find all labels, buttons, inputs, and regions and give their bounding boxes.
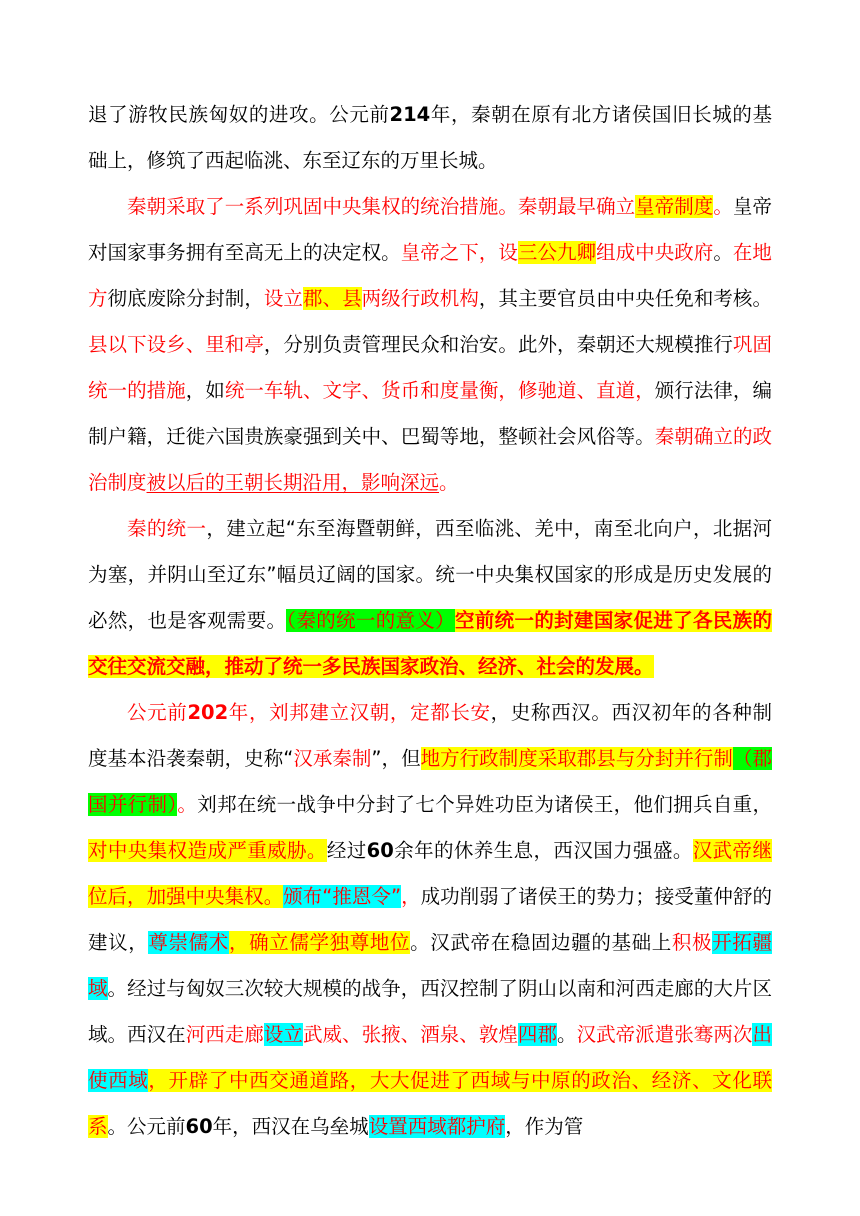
text-segment: 秦朝采取了一系列巩固中央集权的统治措施。秦朝最早确立 [127,195,636,218]
document-page [88,92,772,1150]
text-segment: 。 [177,793,198,816]
text-segment: 60 [185,1115,213,1138]
highlighted-text: 皇帝制度 [635,195,714,218]
highlighted-text: 地方行政制度采取郡县与分封并行制 [420,747,733,770]
highlighted-text: 四郡 [517,1023,558,1046]
text-segment: ，建立起“东至海暨朝鲜，西至临洮、羌中，南至北向户，北据河为塞，并阴山至辽东”幅员辽阔的国家。统一中央集权国家的形成是历史发展的必然，也是客观需要。 [88,517,772,632]
text-segment: 。 [713,241,733,264]
text-segment: 彻底废除分封制， [107,287,264,310]
text-segment: 汉武帝派遣张骞两次 [576,1023,753,1046]
text-segment: 巩固统一的措施 [88,333,772,402]
text-segment: 积极 [671,931,713,954]
highlighted-text: （秦的统一的意义） [286,609,456,632]
text-segment: ，其主要官员由中央任免和考核。 [478,287,772,310]
text-segment: 。汉武帝在稳固边疆的基础上 [410,931,672,954]
text-segment: 皇帝对国家事务拥有至高无上的决定权。 [88,195,772,264]
text-segment: ，如 [185,379,225,402]
text-segment: 。 [713,195,733,218]
text-segment: 。 [439,471,459,494]
text-segment: ，作为管 [505,1115,584,1138]
text-segment: 颁行法律，编制户籍，迁徙六国贵族豪强到关中、巴蜀等地，整顿社会风俗等。 [88,379,772,448]
text-segment: ，史称西汉。西汉初年的各种制度基本沿袭秦朝，史称“ [88,701,772,770]
text-segment: 统一车轨、文字、货币和度量衡，修驰道、直道， [224,379,655,402]
highlighted-text: 郡、县 [302,287,362,310]
text-segment: 成功削弱了诸侯王的势力；接受董仲舒的建议， [88,885,772,954]
highlighted-text: 三公九卿 [517,241,597,264]
highlighted-text: 对中央集权造成严重威胁。 [88,839,327,862]
text-segment: 组成中央政府 [596,241,714,264]
paragraph [88,506,772,690]
text-segment: 秦朝确立的政治制度 [88,425,772,494]
text-segment: 河西走廊 [185,1023,264,1046]
paragraph [88,690,772,1150]
text-segment: 。公元前 [107,1115,186,1138]
text-segment: 。 [557,1023,577,1046]
highlighted-text: 颁布“推恩令” [283,885,402,908]
text-segment: 武威、张掖、酒泉、敦煌 [302,1023,518,1046]
text-segment: 刘邦在统一战争中分封了七个异姓功臣为诸侯王，他们拥兵自重， [197,793,772,816]
text-segment: 被以后的王朝长期沿用，影响深远 [146,471,440,494]
text-segment: 汉承秦制 [293,747,372,770]
text-segment: 公元前 [127,701,188,724]
highlighted-text: 设立 [263,1023,303,1046]
text-segment: ， [401,885,421,908]
highlighted-text: 空前统一的封建国家促进了各民族的交往交流交融，推动了统一多民族国家政治、经济、社会的发展。 [88,609,772,678]
text-segment: 秦的统一 [127,517,207,540]
text-segment: 60 [366,839,394,862]
text-segment: 县以下设乡、里和亭 [88,333,264,356]
highlighted-text: 汉武帝继位后，加强中央集权。 [88,839,772,908]
paragraph [88,184,772,506]
text-segment: 。经过与匈奴三次较大规模的战争，西汉控制了阴山以南和河西走廊的大片区域。西汉在 [88,977,772,1046]
highlighted-text: ，开辟了中西交通道路，大大促进了西域与中原的政治、经济、文化联系 [88,1069,772,1138]
text-segment: 设立 [263,287,303,310]
text-segment: 皇帝之下，设 [400,241,518,264]
text-segment: 202 [187,701,229,724]
highlighted-text: ，确立儒学独尊地位 [228,931,411,954]
highlighted-text: 开拓疆域 [88,931,772,1000]
text-segment: 在地方 [88,241,772,310]
highlighted-text: 出使西域 [88,1023,772,1092]
text-segment: 退了游牧民族匈奴的进攻。公元前 [88,103,390,126]
text-segment: 年，西汉在乌垒城 [212,1115,369,1138]
text-segment: 年，秦朝在原有北方诸侯国旧长城的基础上，修筑了西起临洮、东至辽东的万里长城。 [88,103,772,172]
text-segment: ”，但 [371,747,421,770]
text-segment: 经过 [326,839,367,862]
highlighted-text: （郡国并行制） [88,747,772,816]
text-segment: 214 [389,103,431,126]
paragraph [88,92,772,184]
text-segment: 余年的休养生息，西汉国力强盛。 [393,839,693,862]
highlighted-text: 设置西域都护府 [368,1115,506,1138]
text-segment: 两级行政机构 [361,287,479,310]
highlighted-text: 尊崇儒术 [148,931,229,954]
text-segment: 年，刘邦建立汉朝，定都长安 [228,701,491,724]
text-segment: ，分别负责管理民众和治安。此外，秦朝还大规模推行 [263,333,733,356]
